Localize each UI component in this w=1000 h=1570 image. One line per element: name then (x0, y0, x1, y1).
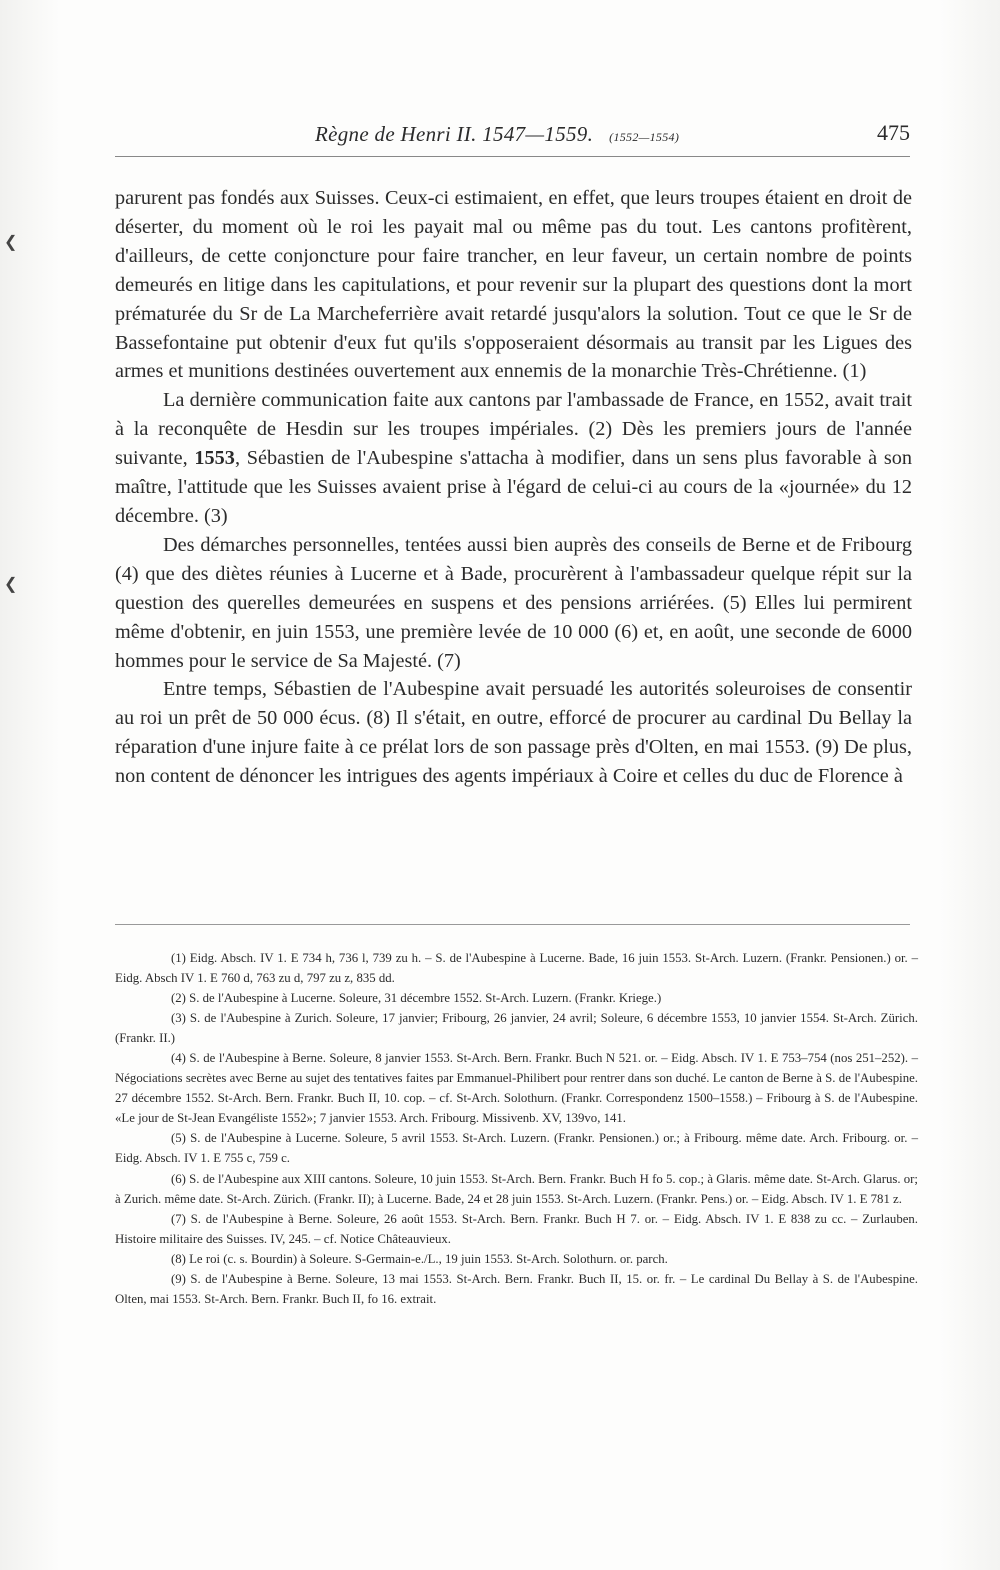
footnote-2: (2) S. de l'Aubespine à Lucerne. Soleure, 31 décembre 1552. St-Arch. Luzern. (Frankr. Kriege.) (171, 991, 662, 1006)
paragraph-2-year: 1553 (194, 447, 235, 470)
running-subtitle: (1552—1554) (609, 130, 680, 144)
footnote-4: (4) S. de l'Aubespine à Berne. Soleure, 8 janvier 1553. St-Arch. Bern. Frankr. Buch N 521. or. – Eidg. Absch. IV 1. E 753–754 (nos 251–252). – Négociations secrètes avec Berne au sujet des tentatives faites par Emmanuel-Philibert pour rentrer dans son duché. Le canton de Berne à S. de l'Aubespine. 27 décembre 1552. St-Arch. Bern. Frankr. Buch II, 10. cop. – cf. St-Arch. Solothurn. (Frankr. Correspondenz 1500–1558.) – Fribourg à S. de l'Aubespine. «Le jour de St-Jean Evangéliste 1552»; 7 janvier 1553. Arch. Fribourg. Missivenb. XV, 139vo, 141. (115, 1051, 918, 1126)
footnote-3: (3) S. de l'Aubespine à Zurich. Soleure, 17 janvier; Fribourg, 26 janvier, 24 avril; Soleure, 6 décembre 1553, 10 janvier 1554. St-Arch. Zürich. (Frankr. II.) (115, 1011, 918, 1046)
page-number: 475 (877, 120, 910, 145)
margin-mark-2: ❮ (4, 574, 18, 593)
footnote-1: (1) Eidg. Absch. IV 1. E 734 h, 736 l, 739 zu h. – S. de l'Aubespine à Lucerne. Bade, 16 juin 1553. St-Arch. Luzern. (Frankr. Pensionen.) or. – Eidg. Absch IV 1. E 760 d, 763 zu d, 797 zu z, 835 dd. (115, 951, 918, 986)
running-title (315, 122, 679, 147)
footnote-6: (6) S. de l'Aubespine aux XIII cantons. Soleure, 10 juin 1553. St-Arch. Bern. Frankr. Buch H fo 5. cop.; à Glaris. même date. St-Arch. Glarus. or; à Zurich. même date. St-Arch. Zürich. (Frankr. II); à Lucerne. Bade, 24 et 28 juin 1553. St-Arch. Luzern. (Frankr. Pens.) or. – Eidg. Absch. IV 1. E 781 z. (115, 1171, 918, 1206)
footnote-5: (5) S. de l'Aubespine à Lucerne. Soleure, 5 avril 1553. St-Arch. Luzern. (Frankr. Pensionen.) or.; à Fribourg. même date. Arch. Fribourg. or. – Eidg. Absch. IV 1. E 755 c, 759 c. (115, 1131, 918, 1166)
paragraph-2 (115, 386, 912, 531)
paragraph-4: Entre temps, Sébastien de l'Aubespine avait persuadé les autorités soleuroises de consentir au roi un prêt de 50 000 écus. (8) Il s'était, en outre, efforcé de procurer au cardinal Du Bellay la réparation d'une injure faite à ce prélat lors de son passage près d'Olten, en mai 1553. (9) De plus, non content de dénoncer les intrigues des agents impériaux à Coire et celles du duc de Florence à (115, 678, 912, 788)
footnote-8: (8) Le roi (c. s. Bourdin) à Soleure. S-Germain-e./L., 19 juin 1553. St-Arch. Solothurn. or. parch. (171, 1251, 668, 1266)
paragraph-2-part-b: , Sébastien de l'Aubespine s'attacha à modifier, dans un sens plus favorable à son maître, l'attitude que les Suisses avaient prise à l'égard de celui-ci au cours de la «journée» du 12 décembre. (3) (115, 447, 912, 527)
footnote-rule (115, 924, 910, 925)
footnote-9: (9) S. de l'Aubespine à Berne. Soleure, 13 mai 1553. St-Arch. Bern. Frankr. Buch II, 15. or. fr. – Le cardinal Du Bellay à S. de l'Aubespine. Olten, mai 1553. St-Arch. Bern. Frankr. Buch II, fo 16. extrait. (115, 1271, 918, 1306)
main-text (115, 184, 912, 791)
paragraph-1: parurent pas fondés aux Suisses. Ceux-ci estimaient, en effet, que leurs troupes étaient en droit de déserter, du moment où le roi les payait mal ou même pas du tout. Les cantons profitèrent, d'ailleurs, de cette conjoncture pour faire trancher, en leur faveur, un certain nombre de points demeurés en litige dans les capitulations, et pour revenir sur la plupart des questions dont la mort prématurée du Sr de La Marcheferrière avait retardé jusqu'alors la solution. Tout ce que le Sr de Bassefontaine put obtenir d'eux fut qu'ils s'opposeraient désormais au transit par les Ligues des armes et munitions destinées ouvertement aux ennemis de la monarchie Très-Chrétienne. (1) (115, 187, 912, 383)
margin-mark-1: ❮ (4, 232, 18, 251)
running-title-text: Règne de Henri II. 1547—1559. (315, 122, 594, 146)
running-header (115, 118, 910, 148)
footnotes (115, 948, 918, 1309)
footnote-7: (7) S. de l'Aubespine à Berne. Soleure, 26 août 1553. St-Arch. Bern. Frankr. Buch H 7. or. – Eidg. Absch. IV 1. E 838 zu cc. – Zurlauben. Histoire militaire des Suisses. IV, 245. – cf. Notice Châteauvieux. (115, 1211, 918, 1246)
paragraph-3: Des démarches personnelles, tentées aussi bien auprès des conseils de Berne et de Fribourg (4) que des diètes réunies à Lucerne et à Bade, procurèrent à l'ambassadeur quelque répit sur la question des querelles demeurées en suspens et des pensions arriérées. (5) Elles lui permirent même d'obtenir, en juin 1553, une première levée de 10 000 (6) et, en août, une seconde de 6000 hommes pour le service de Sa Majesté. (7) (115, 533, 912, 672)
header-rule (115, 156, 910, 157)
paragraph-2-part-a: La dernière communication faite aux cantons par l'ambassade de France, en 1552, avait trait à la reconquête de Hesdin sur les troupes impériales. (2) Dès les premiers jours de l'année suivante, (115, 389, 912, 470)
